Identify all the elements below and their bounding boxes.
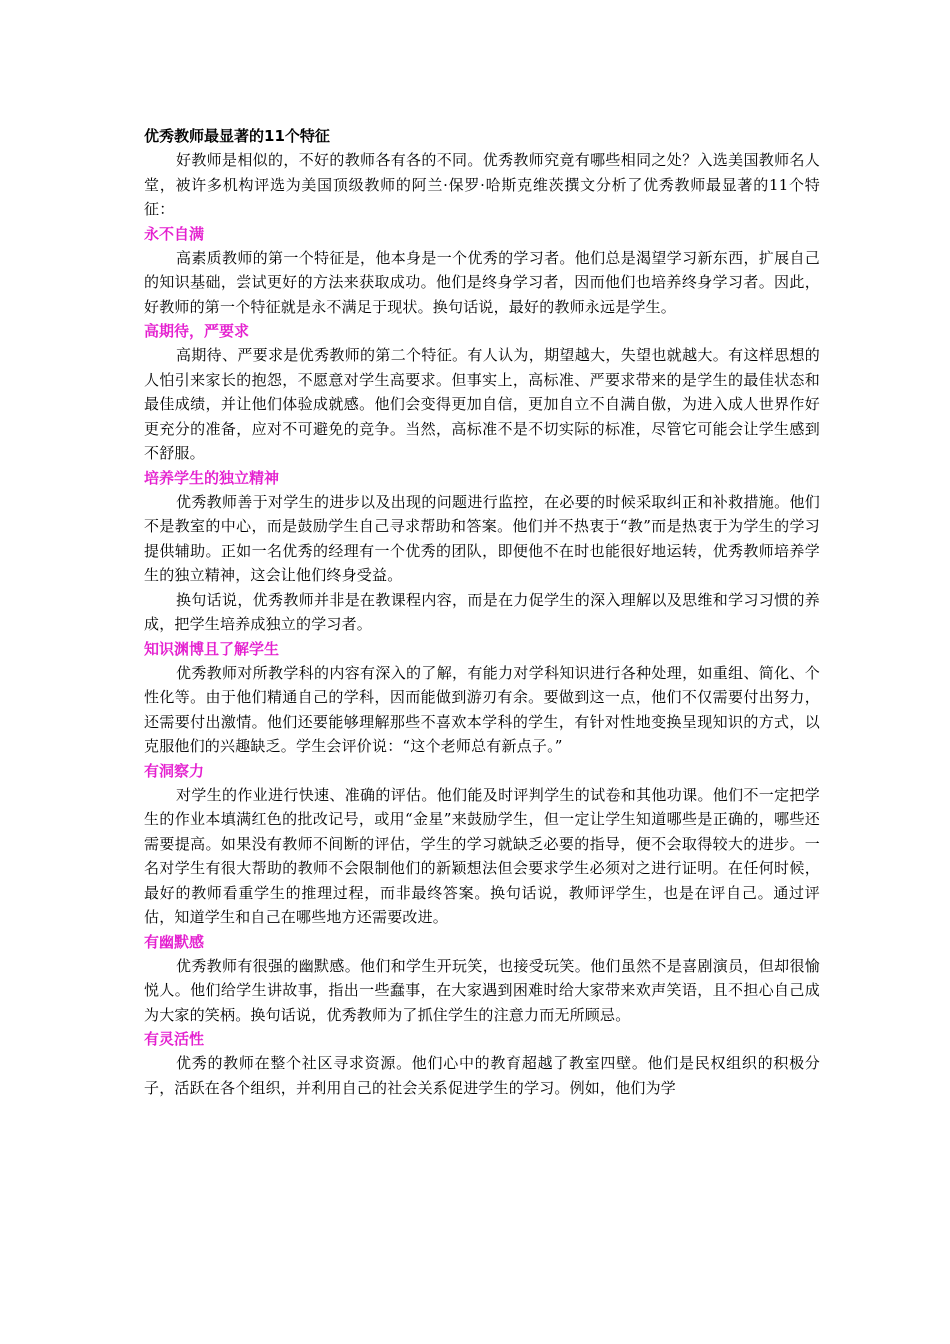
section-paragraph: 优秀的教师在整个社区寻求资源。他们心中的教育超越了教室四壁。他们是民权组织的积极分子，活跃在各个组织，并利用自己的社会关系促进学生的学习。例如，他们为学 (144, 1054, 820, 1097)
section (144, 930, 820, 1028)
section-heading: 有灵活性 (144, 1030, 205, 1048)
section-heading: 有洞察力 (144, 761, 205, 780)
section (144, 222, 820, 320)
intro-paragraph: 好教师是相似的，不好的教师各有各的不同。优秀教师究竟有哪些相同之处？入选美国教师名人堂，被许多机构评选为美国顶级教师的阿兰·保罗·哈斯克维茨撰文分析了优秀教师最显著的11个特征： (144, 151, 820, 218)
section (144, 319, 820, 466)
section-paragraph: 优秀教师对所教学科的内容有深入的了解，有能力对学科知识进行各种处理，如重组、简化、个性化等。由于他们精通自己的学科，因而能做到游刃有余。要做到这一点，他们不仅需要付出努力，还需要付出激情。他们还要能够理解那些不喜欢本学科的学生，有针对性地变换呈现知识的方式，以克服他们的兴趣缺乏。学生会评价说：“这个老师总有新点子。” (144, 663, 820, 755)
section (144, 466, 820, 637)
section (144, 1027, 820, 1100)
section-paragraph: 高素质教师的第一个特征是，他本身是一个优秀的学习者。他们总是渴望学习新东西，扩展自己的知识基础，尝试更好的方法来获取成功。他们是终身学习者，因而他们也培养终身学习者。因此，好教师的第一个特征就是永不满足于现状。换句话说，最好的教师永远是学生。 (144, 248, 820, 316)
section-paragraph: 优秀教师善于对学生的进步以及出现的问题进行监控，在必要的时候采取纠正和补救措施。他们不是教室的中心，而是鼓励学生自己寻求帮助和答案。他们并不热衷于“教”而是热衷于为学生的学习提供辅助。正如一名优秀的经理有一个优秀的团队，即便他不在时也能很好地运转，优秀教师培养学生的独立精神，这会让他们终身受益。 (144, 492, 820, 584)
sections-container (144, 222, 820, 1101)
section-heading: 高期待，严要求 (144, 322, 250, 340)
section (144, 759, 820, 930)
section-paragraph: 高期待、严要求是优秀教师的第二个特征。有人认为，期望越大，失望也就越大。有这样思想的人怕引来家长的抱怨，不愿意对学生高要求。但事实上，高标准、严要求带来的是学生的最佳状态和最佳成绩，并让他们体验成就感。他们会变得更加自信，更加自立不自满自傲，为进入成人世界作好更充分的准备，应对不可避免的竞争。当然，高标准不是不切实际的标准，尽管它可能会让学生感到不舒服。 (144, 346, 820, 462)
section-heading: 知识渊博且了解学生 (144, 639, 280, 658)
document-title: 优秀教师最显著的11个特征 (144, 127, 330, 145)
section-heading: 培养学生的独立精神 (144, 468, 280, 487)
section-heading: 永不自满 (144, 224, 205, 243)
section-paragraph: 换句话说，优秀教师并非是在教课程内容，而是在力促学生的深入理解以及思维和学习习惯的养成，把学生培养成独立的学习者。 (144, 590, 820, 633)
section-heading: 有幽默感 (144, 932, 205, 951)
section-paragraph: 对学生的作业进行快速、准确的评估。他们能及时评判学生的试卷和其他功课。他们不一定把学生的作业本填满红色的批改记号，或用“金星”来鼓励学生，但一定让学生知道哪些是正确的，哪些还需要提高。如果没有教师不间断的评估，学生的学习就缺乏必要的指导，便不会取得较大的进步。一名对学生有很大帮助的教师不会限制他们的新颖想法但会要求学生必须对之进行证明。在任何时候，最好的教师看重学生的推理过程，而非最终答案。换句话说，教师评学生，也是在评自己。通过评估，知道学生和自己在哪些地方还需要改进。 (144, 785, 820, 926)
document-body (144, 124, 820, 1100)
section-paragraph: 优秀教师有很强的幽默感。他们和学生开玩笑，也接受玩笑。他们虽然不是喜剧演员，但却很愉悦人。他们给学生讲故事，指出一些蠢事，在大家遇到困难时给大家带来欢声笑语，且不担心自己成为大家的笑柄。换句话说，优秀教师为了抓住学生的注意力而无所顾忌。 (144, 956, 820, 1024)
section (144, 637, 820, 759)
